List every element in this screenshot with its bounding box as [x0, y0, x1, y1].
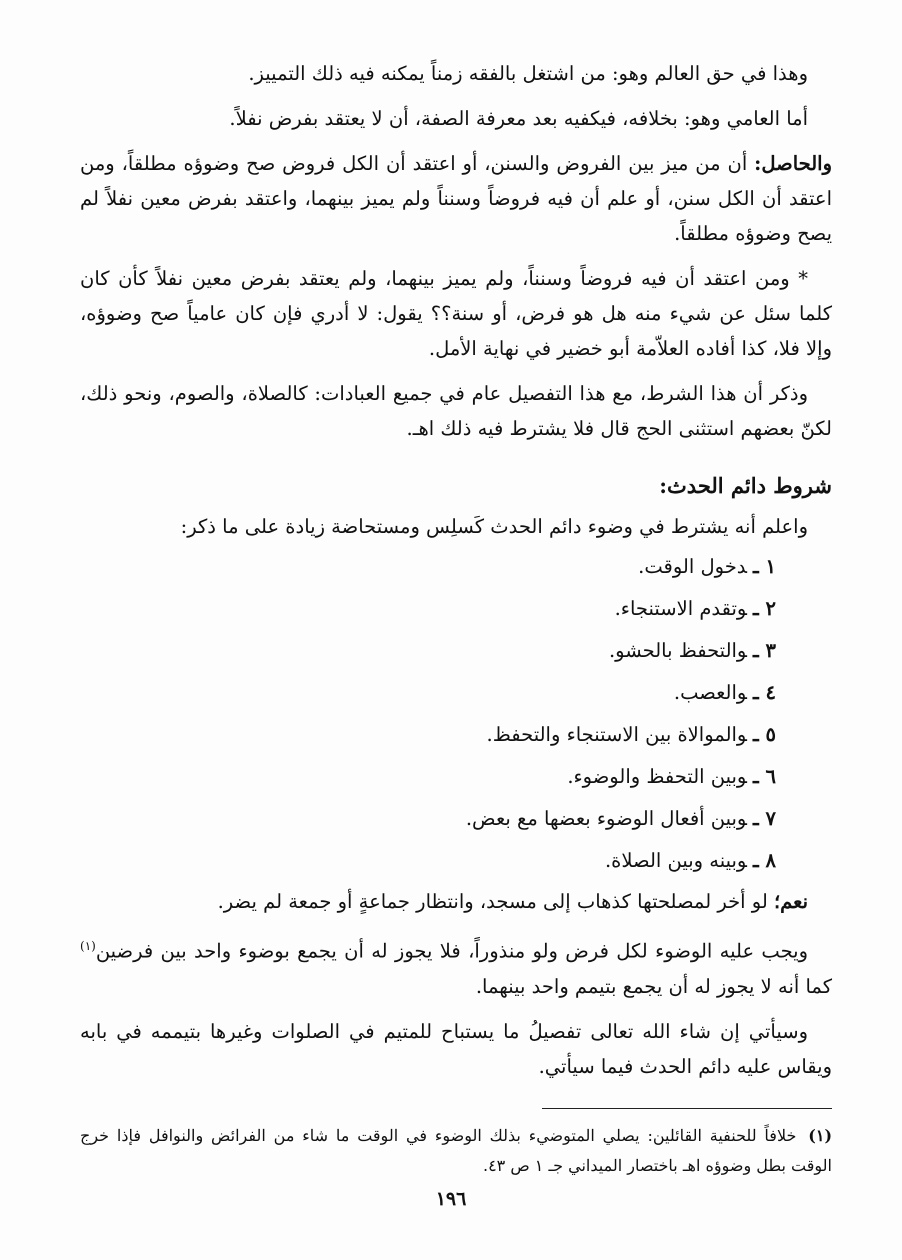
section-intro: واعلم أنه يشترط في وضوء دائم الحدث كَسلِس ومستحاضة زيادة على ما ذكر:	[180, 515, 808, 538]
conditions-list	[80, 546, 832, 882]
page-body	[80, 56, 832, 1181]
condition-item: ٦ ـوبين التحفظ والوضوء.	[567, 765, 776, 788]
condition-item: ٨ ـوبينه وبين الصلاة.	[604, 849, 776, 872]
footnote-reference[interactable]: (١)	[80, 939, 96, 953]
paragraph-scholar: وهذا في حق العالم وهو: من اشتغل بالفقه زمناً يمكنه فيه ذلك التمييز.	[248, 62, 808, 85]
summary-text: أن من ميز بين الفروض والسنن، أو اعتقد أن الكل فروض صح وضوؤه مطلقاً، ومن اعتقد أن الكل سنن، أو علم أن فيه فروضاً وسنناً ولم يميز بينهما، واعتقد بفرض معين نفلاً لم يصح وضوؤه مطلقاً.	[80, 152, 832, 245]
paragraph-general-rule: وذكر أن هذا الشرط، مع هذا التفصيل عام في جميع العبادات: كالصلاة، والصوم، ونحو ذلك، لكنّ بعضهم استثنى الحج قال فلا يشترط فيه ذلك اهـ.	[80, 382, 832, 440]
footnote-mark: (١)	[808, 1125, 833, 1145]
page-number: ١٩٦	[435, 1188, 467, 1210]
condition-item: ٥ ـوالموالاة بين الاستنجاء والتحفظ.	[486, 723, 776, 746]
condition-item: ١ ـدخول الوقت.	[638, 555, 776, 578]
condition-item: ٣ ـوالتحفظ بالحشو.	[608, 639, 776, 662]
paragraph-each-obligation: ويجب عليه الوضوء لكل فرض ولو منذوراً، فلا يجوز له أن يجمع بوضوء واحد بين فرضين$^{(١)}$ كما أنه لا يجوز له أن يجمع بتيمم واحد بينهما.	[80, 939, 832, 998]
footnote	[80, 1121, 832, 1181]
exception-lead: نعم؛	[773, 890, 808, 913]
paragraph-summary	[80, 146, 832, 251]
footnote-text: خلافاً للحنفية القائلين: يصلي المتوضيء بذلك الوضوء في الوقت ما شاء من الفرائض والنوافل فإذا خرج الوقت بطل وضوؤه اهـ باختصار الميداني جـ ١ ص ٤٣.	[80, 1125, 832, 1175]
condition-item: ٤ ـوالعصب.	[673, 681, 776, 704]
paragraph-layman: أما العامي وهو: بخلافه، فيكفيه بعد معرفة الصفة، أن لا يعتقد بفرض نفلاً.	[229, 107, 808, 130]
footnote-divider	[542, 1108, 832, 1109]
paragraph-exception	[80, 884, 832, 919]
summary-lead: والحاصل:	[754, 152, 833, 175]
paragraph-unspecified: * ومن اعتقد أن فيه فروضاً وسنناً، ولم يميز بينهما، ولم يعتقد بفرض معين نفلاً كأن كان كلما سئل عن شيء منه هل هو فرض، أو سنة؟؟ يقول: لا أدري فإن كان عامياً صح وضوؤه، وإلا فلا، كذا أفاده العلاّمة أبو خضير في نهاية الأمل.	[80, 267, 832, 360]
condition-item: ٢ ـوتقدم الاستنجاء.	[614, 597, 776, 620]
section-heading: شروط دائم الحدث:	[659, 473, 832, 498]
paragraph-tayammum: وسيأتي إن شاء الله تعالى تفصيلُ ما يستباح للمتيم في الصلوات وغيرها بتيممه في بابه ويقاس عليه دائم الحدث فيما سيأتي.	[80, 1019, 832, 1078]
condition-item: ٧ ـوبين أفعال الوضوء بعضها مع بعض.	[465, 807, 776, 830]
exception-text: لو أخر لمصلحتها كذهاب إلى مسجد، وانتظار جماعةٍ أو جمعة لم يضر.	[217, 890, 768, 913]
